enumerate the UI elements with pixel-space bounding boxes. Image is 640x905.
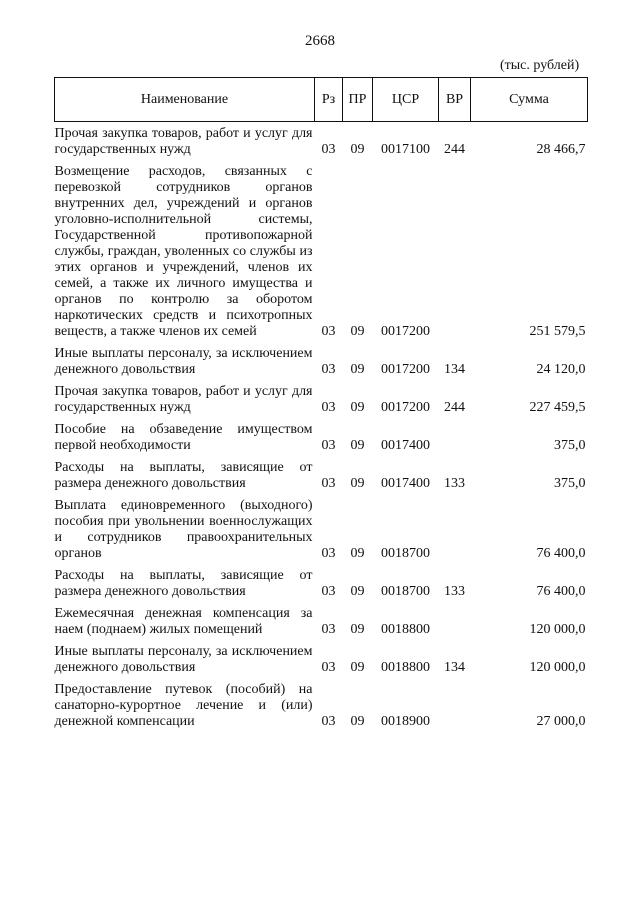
row-pr: 09 bbox=[350, 660, 365, 675]
row-vr: 133 bbox=[444, 584, 465, 599]
row-csr: 0017200 bbox=[381, 362, 430, 377]
row-rz: 03 bbox=[321, 546, 336, 561]
row-name: Иные выплаты персоналу, за исключением денежного довольствия bbox=[54, 346, 313, 377]
row-vr bbox=[439, 676, 471, 730]
row-csr: 0018900 bbox=[381, 714, 430, 729]
table-row bbox=[55, 340, 588, 378]
table-row bbox=[55, 158, 588, 340]
row-vr bbox=[439, 600, 471, 638]
row-rz: 03 bbox=[321, 438, 336, 453]
row-rz: 03 bbox=[321, 476, 336, 491]
row-pr: 09 bbox=[350, 546, 365, 561]
row-pr: 09 bbox=[350, 142, 365, 157]
table-row bbox=[55, 600, 588, 638]
page-number: 2668 bbox=[305, 33, 335, 49]
table-row bbox=[55, 562, 588, 600]
table-row bbox=[55, 416, 588, 454]
row-pr: 09 bbox=[350, 476, 365, 491]
row-pr: 09 bbox=[350, 324, 365, 339]
row-vr bbox=[439, 416, 471, 454]
budget-table bbox=[54, 77, 588, 730]
row-name: Выплата единовременного (выходного) пособия при увольнении военнослужащих и сотрудников правоохранительных органов bbox=[54, 498, 313, 561]
row-name: Иные выплаты персоналу, за исключением денежного довольствия bbox=[54, 644, 313, 675]
header-sum: Сумма bbox=[471, 78, 588, 122]
row-name: Предоставление путевок (пособий) на санаторно-курортное лечение и (или) денежной компенсации bbox=[54, 682, 313, 729]
row-vr: 244 bbox=[444, 400, 465, 415]
row-vr: 244 bbox=[444, 142, 465, 157]
row-csr: 0017200 bbox=[381, 324, 430, 339]
row-name: Расходы на выплаты, зависящие от размера денежного довольствия bbox=[54, 568, 313, 599]
row-rz: 03 bbox=[321, 584, 336, 599]
table-row bbox=[55, 638, 588, 676]
row-vr bbox=[439, 158, 471, 340]
row-rz: 03 bbox=[321, 400, 336, 415]
row-sum: 375,0 bbox=[554, 438, 586, 453]
row-sum: 120 000,0 bbox=[529, 622, 586, 637]
row-name: Прочая закупка товаров, работ и услуг для государственных нужд bbox=[54, 384, 313, 415]
row-sum: 120 000,0 bbox=[529, 660, 586, 675]
row-name: Ежемесячная денежная компенсация за наем (поднаем) жилых помещений bbox=[54, 606, 313, 637]
row-sum: 24 120,0 bbox=[536, 362, 586, 377]
row-sum: 375,0 bbox=[554, 476, 586, 491]
table-row bbox=[55, 492, 588, 562]
row-csr: 0017400 bbox=[381, 476, 430, 491]
row-sum: 227 459,5 bbox=[529, 400, 586, 415]
row-pr: 09 bbox=[350, 362, 365, 377]
header-name: Наименование bbox=[55, 78, 315, 122]
row-csr: 0017400 bbox=[381, 438, 430, 453]
table-row bbox=[55, 378, 588, 416]
row-rz: 03 bbox=[321, 324, 336, 339]
row-pr: 09 bbox=[350, 400, 365, 415]
row-sum: 76 400,0 bbox=[536, 584, 586, 599]
row-pr: 09 bbox=[350, 622, 365, 637]
row-rz: 03 bbox=[321, 622, 336, 637]
header-rz: Рз bbox=[315, 78, 343, 122]
row-pr: 09 bbox=[350, 438, 365, 453]
table-row bbox=[55, 454, 588, 492]
row-vr: 133 bbox=[444, 476, 465, 491]
row-vr bbox=[439, 492, 471, 562]
row-pr: 09 bbox=[350, 584, 365, 599]
table-header bbox=[55, 78, 588, 122]
row-rz: 03 bbox=[321, 142, 336, 157]
row-name: Прочая закупка товаров, работ и услуг для государственных нужд bbox=[54, 126, 313, 157]
row-vr: 134 bbox=[444, 362, 465, 377]
header-vr: ВР bbox=[439, 78, 471, 122]
row-name: Пособие на обзаведение имуществом первой необходимости bbox=[54, 422, 313, 453]
row-rz: 03 bbox=[321, 362, 336, 377]
table-body bbox=[55, 122, 588, 731]
row-csr: 0018700 bbox=[381, 584, 430, 599]
row-csr: 0018700 bbox=[381, 546, 430, 561]
row-csr: 0018800 bbox=[381, 660, 430, 675]
row-rz: 03 bbox=[321, 714, 336, 729]
header-pr: ПР bbox=[343, 78, 373, 122]
units-label: (тыс. рублей) bbox=[500, 58, 580, 73]
table-row bbox=[55, 676, 588, 730]
row-sum: 27 000,0 bbox=[536, 714, 586, 729]
row-csr: 0017200 bbox=[381, 400, 430, 415]
table-row bbox=[55, 122, 588, 159]
row-csr: 0017100 bbox=[381, 142, 430, 157]
row-vr: 134 bbox=[444, 660, 465, 675]
row-pr: 09 bbox=[350, 714, 365, 729]
row-sum: 28 466,7 bbox=[536, 142, 586, 157]
row-name: Возмещение расходов, связанных с перевозкой сотрудников органов внутренних дел, учреждений и органов уголовно-исполнительной системы, Государственной противопожарной службы, граждан, уволенных со службы из этих органов и учреждений, членов их семей, а также их личного имущества и органов по контролю за оборотом наркотических средств и психотропных веществ, а также членов их семей bbox=[54, 164, 313, 339]
row-rz: 03 bbox=[321, 660, 336, 675]
header-csr: ЦСР bbox=[373, 78, 439, 122]
row-csr: 0018800 bbox=[381, 622, 430, 637]
row-sum: 251 579,5 bbox=[529, 324, 586, 339]
row-sum: 76 400,0 bbox=[536, 546, 586, 561]
row-name: Расходы на выплаты, зависящие от размера денежного довольствия bbox=[54, 460, 313, 491]
